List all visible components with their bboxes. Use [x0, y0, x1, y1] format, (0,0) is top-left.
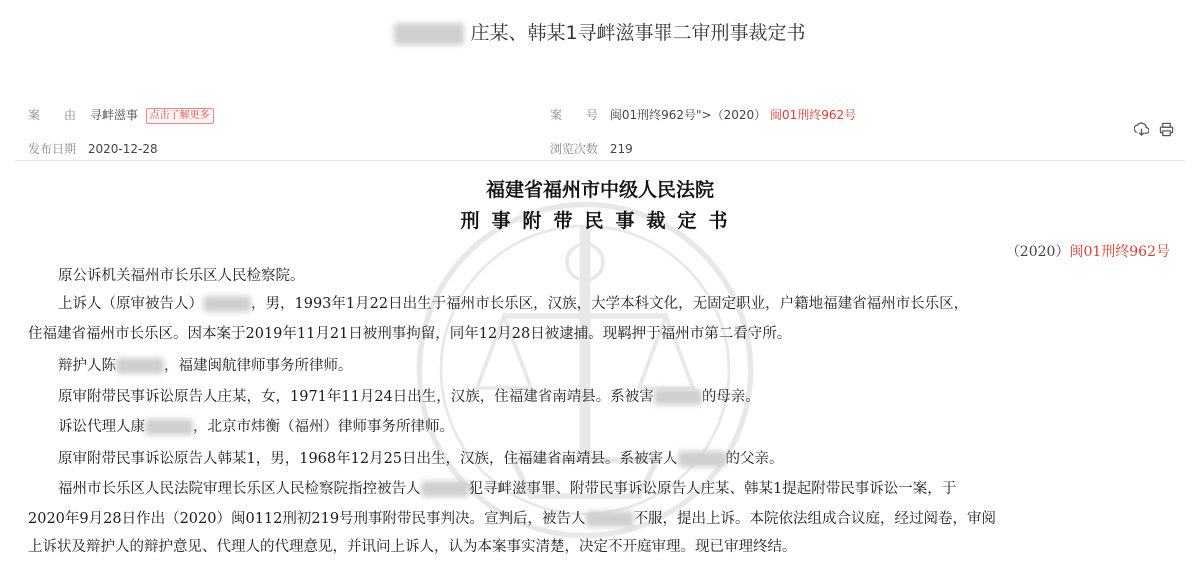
redacted-name: [394, 23, 464, 45]
case-number-value: 闽01刑终962号: [769, 108, 857, 122]
court-name: 福建省福州市中级人民法院: [485, 179, 714, 201]
paragraph: 上诉人（原审被告人） ，男，1993年1月22日出生于福州市长乐区，汉族，大学本科文化，无固定职业，户籍地福建省福州市长乐区，: [58, 296, 969, 312]
paragraph: 原审附带民事诉讼原告人韩某1，男，1968年12月25日出生，汉族，住福建省南靖县。系被害人 的父亲。: [58, 451, 784, 467]
redacted-name: [586, 511, 634, 527]
case-cause: [28, 106, 214, 124]
case-number-prefix: 闽01刑终962号">（2020）: [609, 108, 767, 122]
view-count-label: 浏览次数: [550, 142, 599, 156]
learn-more-tag[interactable]: 点击了解更多: [146, 108, 214, 124]
redacted-name: [116, 358, 164, 374]
redacted-name: [421, 481, 469, 497]
view-count-value: 219: [609, 142, 633, 156]
print-icon[interactable]: [1159, 125, 1174, 141]
paragraph: 福州市长乐区人民法院审理长乐区人民检察院指控被告人 犯寻衅滋事罪、附带民事诉讼原告人庄某、韩某1提起附带民事诉讼一案，于: [58, 481, 957, 497]
document-case-number-prefix: （2020）: [1005, 244, 1070, 260]
case-number-label: 案 号: [550, 108, 599, 122]
redacted-name: [203, 296, 251, 312]
paragraph: 诉讼代理人康 ，北京市炜衡（福州）律师事务所律师。: [58, 419, 454, 435]
paragraph: 辩护人陈 ，福建闽航律师事务所律师。: [58, 358, 353, 374]
case-number: [550, 106, 856, 123]
redacted-name: [678, 451, 726, 467]
paragraph: 原公诉机关福州市长乐区人民检察院。: [58, 268, 305, 284]
document-type: 刑事附带民事裁定书: [460, 210, 740, 232]
toolbar-icons: [1128, 122, 1174, 141]
redacted-name: [654, 389, 702, 405]
paragraph: 上诉状及辩护人的辩护意见、代理人的代理意见，并讯问上诉人，认为本案事实清楚，决定不开庭审理。现已审理终结。: [28, 539, 797, 555]
case-cause-value[interactable]: 寻衅滋事: [89, 108, 138, 122]
view-count: [550, 140, 633, 157]
paragraph: 2020年9月28日作出（2020）闽0112刑初219号刑事附带民事判决。宣判后，被告人 不服，提出上诉。本院依法组成合议庭，经过阅卷，审阅: [28, 511, 997, 527]
download-icon[interactable]: [1134, 125, 1153, 141]
document-title: 庄某、韩某1寻衅滋事罪二审刑事裁定书: [0, 18, 1200, 45]
document-case-number: [1006, 241, 1170, 261]
case-cause-label: 案 由: [28, 108, 77, 122]
publish-date-value: 2020-12-28: [87, 142, 158, 156]
paragraph: 住福建省福州市长乐区。因本案于2019年11月21日被刑事拘留，同年12月28日被逮捕。现羁押于福州市第二看守所。: [28, 326, 792, 342]
divider: [15, 160, 1185, 161]
document-case-number-value: 闽01刑终962号: [1069, 244, 1170, 260]
redacted-name: [145, 419, 193, 435]
paragraph: 原审附带民事诉讼原告人庄某，女，1971年11月24日出生，汉族，住福建省南靖县。系被害 的母亲。: [58, 389, 760, 405]
publish-date: [28, 140, 158, 157]
publish-date-label: 发布日期: [28, 142, 77, 156]
